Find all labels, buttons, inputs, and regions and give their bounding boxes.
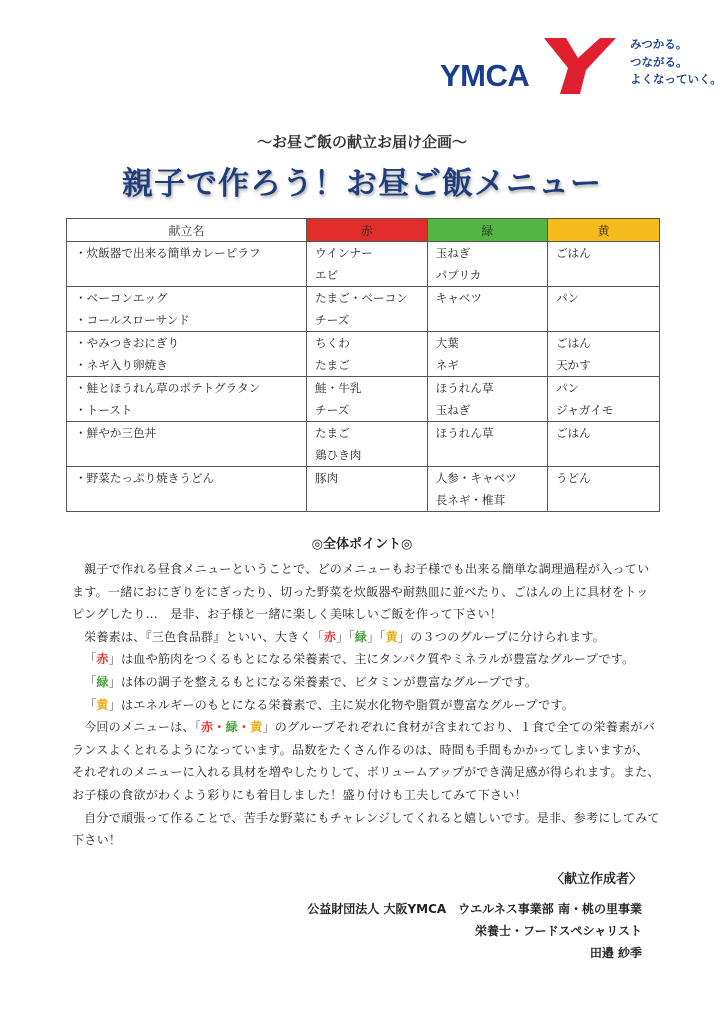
green-keyword: 緑	[354, 629, 368, 644]
text-span: 今回のメニューは、「	[84, 720, 201, 735]
green-keyword: 緑	[225, 720, 238, 735]
paragraph	[72, 694, 660, 717]
cell-text: チーズ	[315, 313, 350, 327]
cell-text: キャベツ	[435, 291, 482, 305]
text-span: 「	[84, 674, 97, 689]
menu-name-cell	[67, 377, 307, 422]
cell-text: ・ネギ入り卵焼き	[75, 358, 168, 372]
yellow-cell	[547, 287, 659, 332]
cell-text: チーズ	[315, 403, 350, 417]
author-org: 公益財団法人 大阪YMCA ウエルネス事業部 南・桃の里事業	[307, 902, 642, 916]
cell-text: ・ベーコンエッグ	[75, 291, 168, 305]
cell-text: 天かす	[555, 358, 591, 372]
tagline-line: みつかる。	[630, 37, 688, 51]
ymca-y-mark-icon	[540, 34, 618, 96]
yellow-cell	[547, 467, 659, 512]
cell-text	[548, 264, 659, 286]
text-span: 」「	[367, 629, 386, 644]
cell-text: 玉ねぎ	[435, 246, 471, 260]
green-cell	[427, 287, 547, 332]
yellow-keyword: 黄	[385, 629, 398, 644]
text-span: 」の３つのグループに分けられます。	[397, 629, 605, 644]
cell-text: パン	[555, 381, 580, 395]
red-keyword: 赤	[323, 629, 337, 644]
table-row	[67, 377, 660, 422]
cell-text: ほうれん草	[435, 381, 494, 395]
cell-text	[548, 309, 659, 331]
cell-text: 鶏ひき肉	[315, 448, 362, 462]
text-span: 「	[84, 652, 97, 667]
text-span: 」は体の調子を整えるもとになる栄養素で、ビタミンが豊富なグループです。	[108, 674, 538, 689]
cell-text: ・トースト	[75, 403, 133, 417]
header-green: 緑	[427, 219, 547, 242]
cell-text: たまご	[315, 358, 350, 372]
points-body	[72, 558, 660, 852]
cell-text	[548, 489, 659, 511]
cell-text: 大葉	[435, 336, 459, 350]
cell-text: ・やみつきおにぎり	[75, 336, 180, 350]
cell-text: 長ネギ・椎茸	[435, 493, 506, 507]
header-menu-name: 献立名	[67, 219, 307, 242]
cell-text: ジャガイモ	[555, 403, 614, 417]
cell-text: ・野菜たっぷり焼きうどん	[75, 471, 215, 485]
cell-text: ウインナー	[315, 246, 373, 260]
cell-text	[428, 309, 547, 331]
table-header-row	[67, 219, 660, 242]
cell-text: ・炊飯器で出来る簡単カレーピラフ	[75, 246, 261, 260]
cell-text: たまご・ベーコン	[315, 291, 408, 305]
tagline-line: つながる。	[630, 54, 688, 69]
ymca-logo	[440, 34, 722, 96]
green-cell	[427, 422, 547, 467]
author-heading: 〈献立作成者〉	[550, 872, 642, 887]
page-title: 親子で作ろう！お昼ご飯メニュー	[122, 166, 602, 202]
header-yellow: 黄	[547, 219, 659, 242]
table-row	[67, 422, 660, 467]
yellow-cell	[547, 242, 659, 287]
cell-text: ネギ	[435, 358, 459, 372]
cell-text: パン	[555, 291, 580, 305]
cell-text: エビ	[315, 268, 339, 282]
text-span: 」は血や筋肉をつくるもとになる栄養素で、主にタンパク質やミネラルが豊富なグループです。	[108, 652, 635, 667]
tagline-line: よくなっていく。	[630, 72, 722, 86]
table-row	[67, 242, 660, 287]
menu-name-cell	[67, 287, 307, 332]
author-role: 栄養士・フードスペシャリスト	[474, 924, 642, 938]
menu-name-cell	[67, 467, 307, 512]
text-span: 栄養素は、『三色食品群』といい、大きく「	[84, 629, 324, 644]
cell-text: 人参・キャベツ	[435, 471, 517, 485]
cell-text: ごはん	[555, 246, 591, 260]
green-cell	[427, 377, 547, 422]
paragraph: 自分で頑張って作ることで、苦手な野菜にもチャレンジしてくれると嬉しいです。是非、参考にしてみて下さい！	[72, 810, 660, 848]
table-row	[67, 287, 660, 332]
cell-text: ごはん	[555, 336, 591, 350]
author-block	[307, 898, 642, 964]
text-span: 「	[84, 697, 97, 712]
green-cell	[427, 467, 547, 512]
points-heading: ◎全体ポイント◎	[311, 537, 413, 552]
yellow-keyword: 黄	[250, 720, 263, 735]
yellow-cell	[547, 422, 659, 467]
cell-text: 鮭・牛乳	[315, 381, 362, 395]
red-keyword: 赤	[200, 720, 214, 735]
cell-text: 豚肉	[315, 471, 339, 485]
header-red: 赤	[307, 219, 428, 242]
separator-dot: ・	[237, 720, 251, 735]
paragraph: 親子で作れる昼食メニューということで、どのメニューもお子様でも出来る簡単な調理過程が入っています。一緒におにぎりをにぎったり、切った野菜を炊飯器や耐熱皿に並べたり、ごはんの上に具材をトッピングしたり… 是非、お子様と一緒に楽しく美味しいご飯を作って下さい！	[72, 562, 650, 622]
paragraph	[72, 716, 660, 806]
green-keyword: 緑	[96, 674, 109, 689]
separator-dot: ・	[213, 720, 226, 735]
table-row	[67, 332, 660, 377]
text-span: 」「	[336, 629, 355, 644]
cell-text: たまご	[315, 426, 350, 440]
red-cell	[307, 377, 428, 422]
menu-name-cell	[67, 242, 307, 287]
green-cell	[427, 332, 547, 377]
author-name: 田邉 紗季	[589, 946, 642, 960]
cell-text: 玉ねぎ	[435, 403, 471, 417]
logo-wordmark: YMCA	[440, 58, 530, 93]
cell-text	[67, 264, 306, 286]
cell-text: ごはん	[555, 426, 591, 440]
cell-text	[307, 489, 427, 511]
cell-text: ・鮭とほうれん草のポテトグラタン	[75, 381, 261, 395]
yellow-keyword: 黄	[96, 697, 109, 712]
menu-table	[66, 218, 660, 512]
cell-text: うどん	[555, 471, 591, 485]
cell-text: ・鮮やか三色丼	[75, 426, 157, 440]
red-cell	[307, 287, 428, 332]
text-span: 」はエネルギーのもとになる栄養素で、主に炭水化物や脂質が豊富なグループです。	[108, 697, 575, 712]
red-cell	[307, 467, 428, 512]
cell-text: パプリカ	[435, 268, 482, 282]
red-cell	[307, 422, 428, 467]
red-cell	[307, 242, 428, 287]
page-subtitle: ～お昼ご飯の献立お届け企画～	[256, 133, 467, 151]
cell-text	[67, 489, 306, 511]
table-row	[67, 467, 660, 512]
cell-text	[548, 444, 659, 466]
paragraph	[72, 626, 660, 649]
menu-name-cell	[67, 422, 307, 467]
cell-text: ほうれん草	[435, 426, 494, 440]
green-cell	[427, 242, 547, 287]
paragraph	[72, 648, 660, 671]
text-span: 」のグループそれぞれに食材が含まれており、１食で全ての栄養素がバランスよくとれるようになっています。品数をたくさん作るのは、時間も手間もかかってしまいますが、それぞれのメニューに入れる具材を増やしたりして、ボリュームアップができ満足感が得られます。また、お子様の食欲がわくよう彩りにも着目しました！盛り付けも工夫してみて下さい！	[72, 720, 660, 802]
logo-tagline	[630, 36, 722, 89]
cell-text	[67, 444, 306, 466]
red-keyword: 赤	[96, 652, 109, 667]
cell-text: ・コールスローサンド	[75, 313, 190, 327]
menu-name-cell	[67, 332, 307, 377]
red-cell	[307, 332, 428, 377]
cell-text	[428, 444, 547, 466]
cell-text: ちくわ	[315, 336, 350, 350]
yellow-cell	[547, 332, 659, 377]
yellow-cell	[547, 377, 659, 422]
paragraph	[72, 671, 660, 694]
